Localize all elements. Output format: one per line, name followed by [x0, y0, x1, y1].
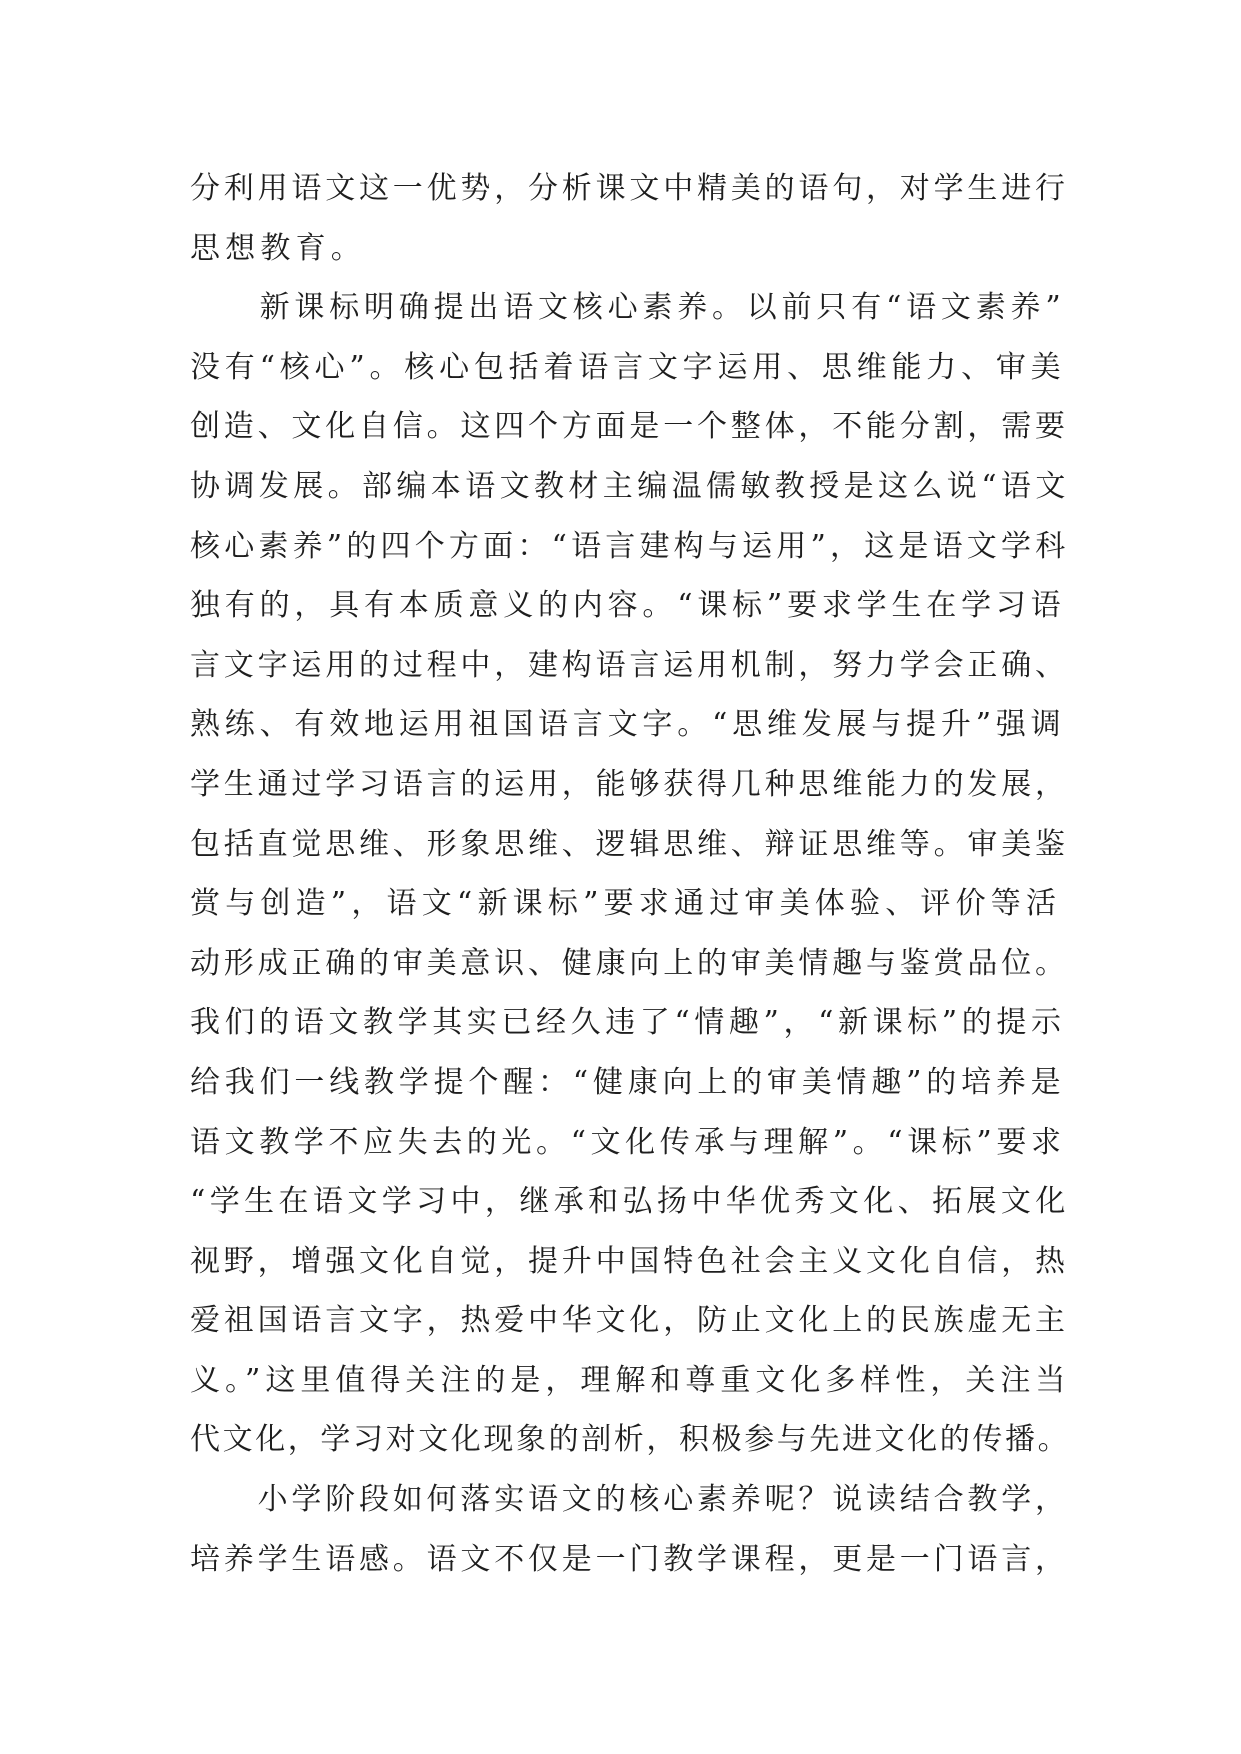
text-line: 义。”这里值得关注的是，理解和尊重文化多样性，关注当 — [190, 1362, 1071, 1398]
text-line: 包括直觉思维、形象思维、逻辑思维、辩证思维等。审美鉴 — [190, 826, 1069, 862]
text-line: 小学阶段如何落实语文的核心素养呢？说读结合教学， — [190, 1482, 1069, 1518]
text-line: 爱祖国语言文字，热爱中华文化，防止文化上的民族虚无主 — [190, 1303, 1069, 1339]
text-line: 给我们一线教学提个醒：“健康向上的审美情趣”的培养是 — [190, 1064, 1066, 1100]
text-line: 熟练、有效地运用祖国语言文字。“思维发展与提升”强调 — [190, 707, 1066, 743]
text-line: 代文化，学习对文化现象的剖析，积极参与先进文化的传播。 — [190, 1422, 1071, 1458]
text-line: 协调发展。部编本语文教材主编温儒敏教授是这么说“语文 — [190, 468, 1070, 504]
text-line: 语文教学不应失去的光。“文化传承与理解”。“课标”要求 — [190, 1124, 1066, 1160]
text-line: 独有的，具有本质意义的内容。“课标”要求学生在学习语 — [190, 588, 1066, 624]
text-line: 创造、文化自信。这四个方面是一个整体，不能分割，需要 — [190, 409, 1069, 445]
text-line: 视野，增强文化自觉，提升中国特色社会主义文化自信，热 — [190, 1243, 1069, 1279]
text-line: 没有“核心”。核心包括着语言文字运用、思维能力、审美 — [190, 349, 1066, 385]
text-line: 赏与创造”，语文“新课标”要求通过审美体验、评价等活 — [190, 886, 1062, 922]
text-line: 分利用语文这一优势，分析课文中精美的语句，对学生进行 — [190, 171, 1069, 206]
text-line: 言文字运用的过程中，建构语言运用机制，努力学会正确、 — [190, 647, 1069, 683]
body-text — [190, 159, 1070, 1589]
text-line: 思想教育。 — [190, 230, 366, 266]
text-line: 新课标明确提出语文核心素养。以前只有“语文素养” — [190, 290, 1066, 326]
text-line: 核心素养”的四个方面：“语言建构与运用”，这是语文学科 — [190, 528, 1070, 564]
text-line: 我们的语文教学其实已经久违了“情趣”，“新课标”的提示 — [190, 1005, 1066, 1041]
text-line: 培养学生语感。语文不仅是一门教学课程，更是一门语言， — [190, 1541, 1069, 1577]
text-line: “学生在语文学习中，继承和弘扬中华优秀文化、拓展文化 — [190, 1184, 1070, 1220]
text-line: 学生通过学习语言的运用，能够获得几种思维能力的发展， — [190, 766, 1069, 802]
text-line: 动形成正确的审美意识、健康向上的审美情趣与鉴赏品位。 — [190, 945, 1069, 981]
